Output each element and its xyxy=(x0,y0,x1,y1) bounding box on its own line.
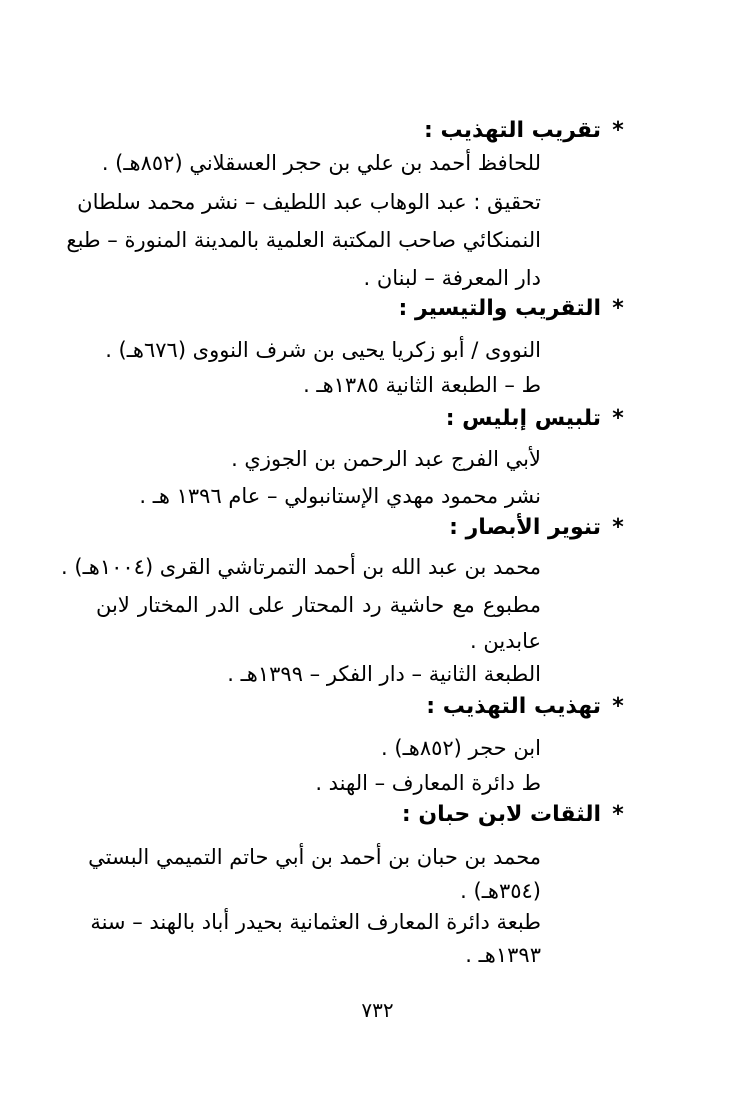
entry-title-text: تقريب التهذيب : xyxy=(423,118,601,143)
entry-title xyxy=(399,294,627,324)
page-number: ٧٣٢ xyxy=(361,998,394,1022)
entry-line: دار المعرفة – لبنان . xyxy=(363,266,541,290)
entry-title-text: الثقات لابن حبان : xyxy=(401,802,601,827)
entry-line: طبعة دائرة المعارف العثمانية بحيدر أباد بالهند – سنة xyxy=(90,910,541,934)
entry-line: عابدين . xyxy=(470,629,541,653)
entry-line: ط دائرة المعارف – الهند . xyxy=(315,771,541,795)
entry-title xyxy=(449,513,627,543)
entry-line: ابن حجر (٨٥٢هـ) . xyxy=(381,736,541,760)
entry-line: نشر محمود مهدي الإستانبولي – عام ١٣٩٦ هـ . xyxy=(139,484,541,508)
entry-line: محمد بن حبان بن أحمد بن أبي حاتم التميمي البستي xyxy=(88,845,541,869)
entry-title xyxy=(424,116,627,146)
entry-title-text: تلبيس إبليس : xyxy=(445,406,601,431)
bullet: * xyxy=(612,296,624,321)
entry-line: ط – الطبعة الثانية ١٣٨٥هـ . xyxy=(303,373,541,397)
bullet: * xyxy=(612,515,624,540)
entry-line: مطبوع مع حاشية رد المحتار على الدر المختار لابن xyxy=(96,593,541,617)
entry-title xyxy=(402,800,627,830)
entry-line: الطبعة الثانية – دار الفكر – ١٣٩٩هـ . xyxy=(227,662,541,686)
entry-title-text: التقريب والتيسير : xyxy=(398,296,601,321)
entry-title xyxy=(446,404,627,434)
entry-line: تحقيق : عبد الوهاب عبد اللطيف – نشر محمد سلطان xyxy=(77,190,541,214)
entry-line: لأبي الفرج عبد الرحمن بن الجوزي . xyxy=(231,447,541,471)
entry-title-text: تنوير الأبصار : xyxy=(449,515,601,540)
entry-line: (٣٥٤هـ) . xyxy=(460,879,541,903)
entry-title xyxy=(426,692,627,722)
bullet: * xyxy=(612,694,624,719)
entry-line: النمنكائي صاحب المكتبة العلمية بالمدينة المنورة – طبع xyxy=(66,228,541,252)
bullet: * xyxy=(612,118,624,143)
bullet: * xyxy=(612,406,624,431)
entry-title-text: تهذيب التهذيب : xyxy=(426,694,601,719)
entry-line: النووى / أبو زكريا يحيى بن شرف النووى (٦٧٦هـ) . xyxy=(105,338,541,362)
entry-line: محمد بن عبد الله بن أحمد التمرتاشي القرى (١٠٠٤هـ) . xyxy=(61,555,541,579)
entry-line: للحافظ أحمد بن علي بن حجر العسقلاني (٨٥٢هـ) . xyxy=(101,151,541,175)
bullet: * xyxy=(612,802,624,827)
entry-line: ١٣٩٣هـ . xyxy=(465,943,541,967)
